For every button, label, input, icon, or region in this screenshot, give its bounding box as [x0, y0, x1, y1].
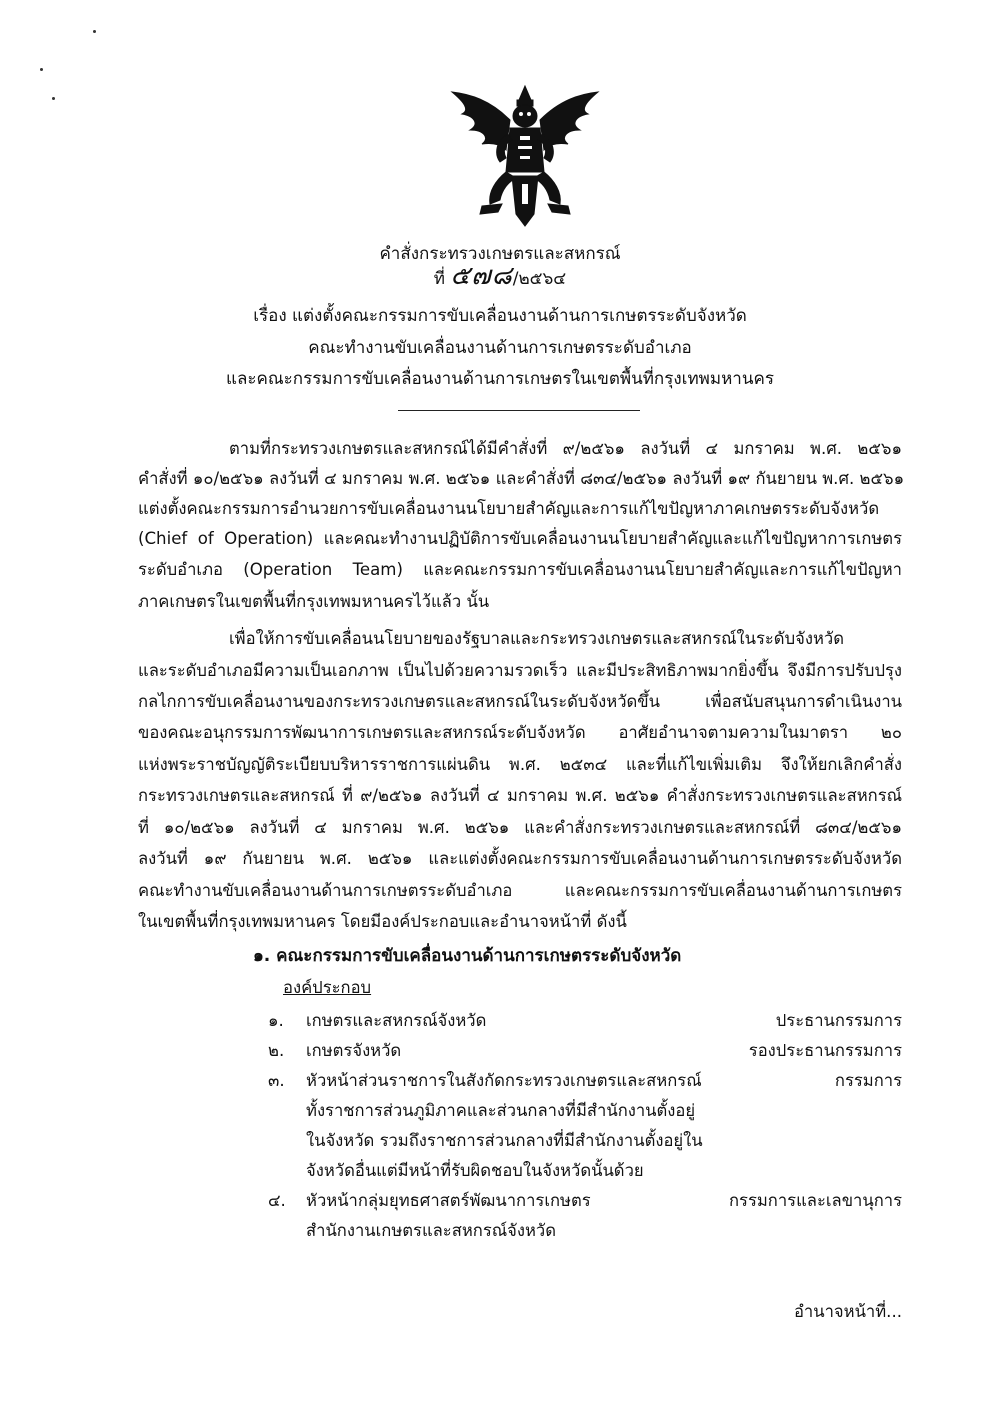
paragraph-1-line: ภาคเกษตรในเขตพื้นที่กรุงเทพมหานครไว้แล้ว นั้น	[138, 592, 490, 611]
paragraph-2-line: ของคณะอนุกรรมการพัฒนาการเกษตรและสหกรณ์ระดับจังหวัด อาศัยอำนาจตามความในมาตรา ๒๐	[138, 723, 902, 742]
scan-speck	[52, 97, 55, 100]
member-position: ในจังหวัด รวมถึงราชการส่วนกลางที่มีสำนักงานตั้งอยู่ใน	[306, 1131, 703, 1150]
member-position: หัวหน้าส่วนราชการในสังกัดกระทรวงเกษตรและสหกรณ์	[306, 1071, 702, 1090]
subject-line: เรื่อง แต่งตั้งคณะกรรมการขับเคลื่อนงานด้านการเกษตรระดับจังหวัด	[253, 306, 747, 326]
member-position: ทั้งราชการส่วนภูมิภาคและส่วนกลางที่มีสำนักงานตั้งอยู่	[306, 1101, 696, 1120]
member-position: เกษตรและสหกรณ์จังหวัด	[306, 1011, 487, 1030]
paragraph-1-line: แต่งตั้งคณะกรรมการอำนวยการขับเคลื่อนงานนโยบายสำคัญและการแก้ไขปัญหาภาคเกษตรระดับจังหวัด	[138, 499, 880, 518]
paragraph-2-line: ลงวันที่ ๑๙ กันยายน พ.ศ. ๒๕๖๑ และแต่งตั้งคณะกรรมการขับเคลื่อนงานด้านการเกษตรระดับจังหวัด	[138, 849, 902, 868]
member-role: รองประธานกรรมการ	[748, 1041, 902, 1060]
order-number	[0, 261, 1000, 291]
title-divider	[398, 410, 640, 411]
paragraph-2-line: ที่ ๑๐/๒๕๖๑ ลงวันที่ ๔ มกราคม พ.ศ. ๒๕๖๑ และคำสั่งกระทรวงเกษตรและสหกรณ์ที่ ๘๓๔/๒๕๖๑	[138, 818, 902, 837]
paragraph-2-line: เพื่อให้การขับเคลื่อนนโยบายของรัฐบาลและกระทรวงเกษตรและสหกรณ์ในระดับจังหวัด	[229, 629, 844, 648]
paragraph-1-line: ระดับอำเภอ (Operation Team) และคณะกรรมการขับเคลื่อนงานนโยบายสำคัญและการแก้ไขปัญหา	[138, 560, 902, 579]
paragraph-2-line: คณะทำงานขับเคลื่อนงานด้านการเกษตรระดับอำเภอ และคณะกรรมการขับเคลื่อนงานด้านการเกษตร	[138, 881, 902, 900]
subject-line: คณะทำงานขับเคลื่อนงานด้านการเกษตรระดับอำเภอ	[308, 338, 692, 358]
scan-speck	[40, 68, 43, 71]
member-role: กรรมการและเลขานุการ	[729, 1191, 902, 1210]
paragraph-1-line: คำสั่งที่ ๑๐/๒๕๖๑ ลงวันที่ ๔ มกราคม พ.ศ. ๒๕๖๑ และคำสั่งที่ ๘๓๔/๒๕๖๑ ลงวันที่ ๑๙ กันยายน พ.ศ. ๒๕๖๑	[138, 469, 905, 488]
composition-subheading: องค์ประกอบ	[283, 978, 372, 997]
paragraph-2-line: และระดับอำเภอมีความเป็นเอกภาพ เป็นไปด้วยความรวดเร็ว และมีประสิทธิภาพมากยิ่งขึ้น จึงมีการปรับปรุง	[138, 661, 902, 680]
paragraph-2-line: กลไกการขับเคลื่อนงานของกระทรวงเกษตรและสหกรณ์ในระดับจังหวัดขึ้น เพื่อสนับสนุนการดำเนินงาน	[138, 692, 902, 711]
member-position: จังหวัดอื่นแต่มีหน้าที่รับผิดชอบในจังหวัดนั้นด้วย	[306, 1161, 644, 1180]
member-position: เกษตรจังหวัด	[306, 1041, 402, 1060]
member-position: หัวหน้ากลุ่มยุทธศาสตร์พัฒนาการเกษตร	[306, 1191, 591, 1210]
subject-line: และคณะกรรมการขับเคลื่อนงานด้านการเกษตรในเขตพื้นที่กรุงเทพมหานคร	[226, 369, 774, 389]
member-position: สำนักงานเกษตรและสหกรณ์จังหวัด	[306, 1221, 557, 1240]
member-role: กรรมการ	[834, 1071, 902, 1090]
order-number-handwritten: ๕๗๘	[450, 261, 513, 291]
order-number-suffix: /๒๕๖๔	[512, 269, 567, 289]
paragraph-2-line: แห่งพระราชบัญญัติระเบียบบริหารราชการแผ่นดิน พ.ศ. ๒๕๓๔ และที่แก้ไขเพิ่มเติม จึงให้ยกเลิกคำสั่ง	[138, 755, 902, 774]
member-number: ๑.	[268, 1011, 284, 1030]
paragraph-1-line: ตามที่กระทรวงเกษตรและสหกรณ์ได้มีคำสั่งที่ ๙/๒๕๖๑ ลงวันที่ ๔ มกราคม พ.ศ. ๒๕๖๑	[229, 439, 902, 458]
member-number: ๒.	[268, 1041, 285, 1060]
paragraph-2-line: กระทรวงเกษตรและสหกรณ์ ที่ ๙/๒๕๖๑ ลงวันที่ ๔ มกราคม พ.ศ. ๒๕๖๑ คำสั่งกระทรวงเกษตรและสหกรณ์	[138, 786, 902, 805]
member-number: ๔.	[268, 1191, 286, 1210]
scan-speck	[93, 30, 96, 33]
paragraph-1-line: (Chief of Operation) และคณะทำงานปฏิบัติการขับเคลื่อนงานนโยบายสำคัญและแก้ไขปัญหาการเกษตร	[138, 529, 902, 548]
section-heading: ๑. คณะกรรมการขับเคลื่อนงานด้านการเกษตรระดับจังหวัด	[253, 946, 682, 966]
member-role: ประธานกรรมการ	[775, 1011, 902, 1030]
garuda-emblem	[440, 80, 610, 230]
continued-marker: อำนาจหน้าที่...	[793, 1302, 902, 1321]
order-title: คำสั่งกระทรวงเกษตรและสหกรณ์	[379, 244, 621, 264]
member-number: ๓.	[268, 1071, 285, 1090]
paragraph-2-line: ในเขตพื้นที่กรุงเทพมหานคร โดยมีองค์ประกอบและอำนาจหน้าที่ ดังนี้	[138, 912, 627, 931]
order-number-prefix: ที่	[433, 269, 446, 289]
